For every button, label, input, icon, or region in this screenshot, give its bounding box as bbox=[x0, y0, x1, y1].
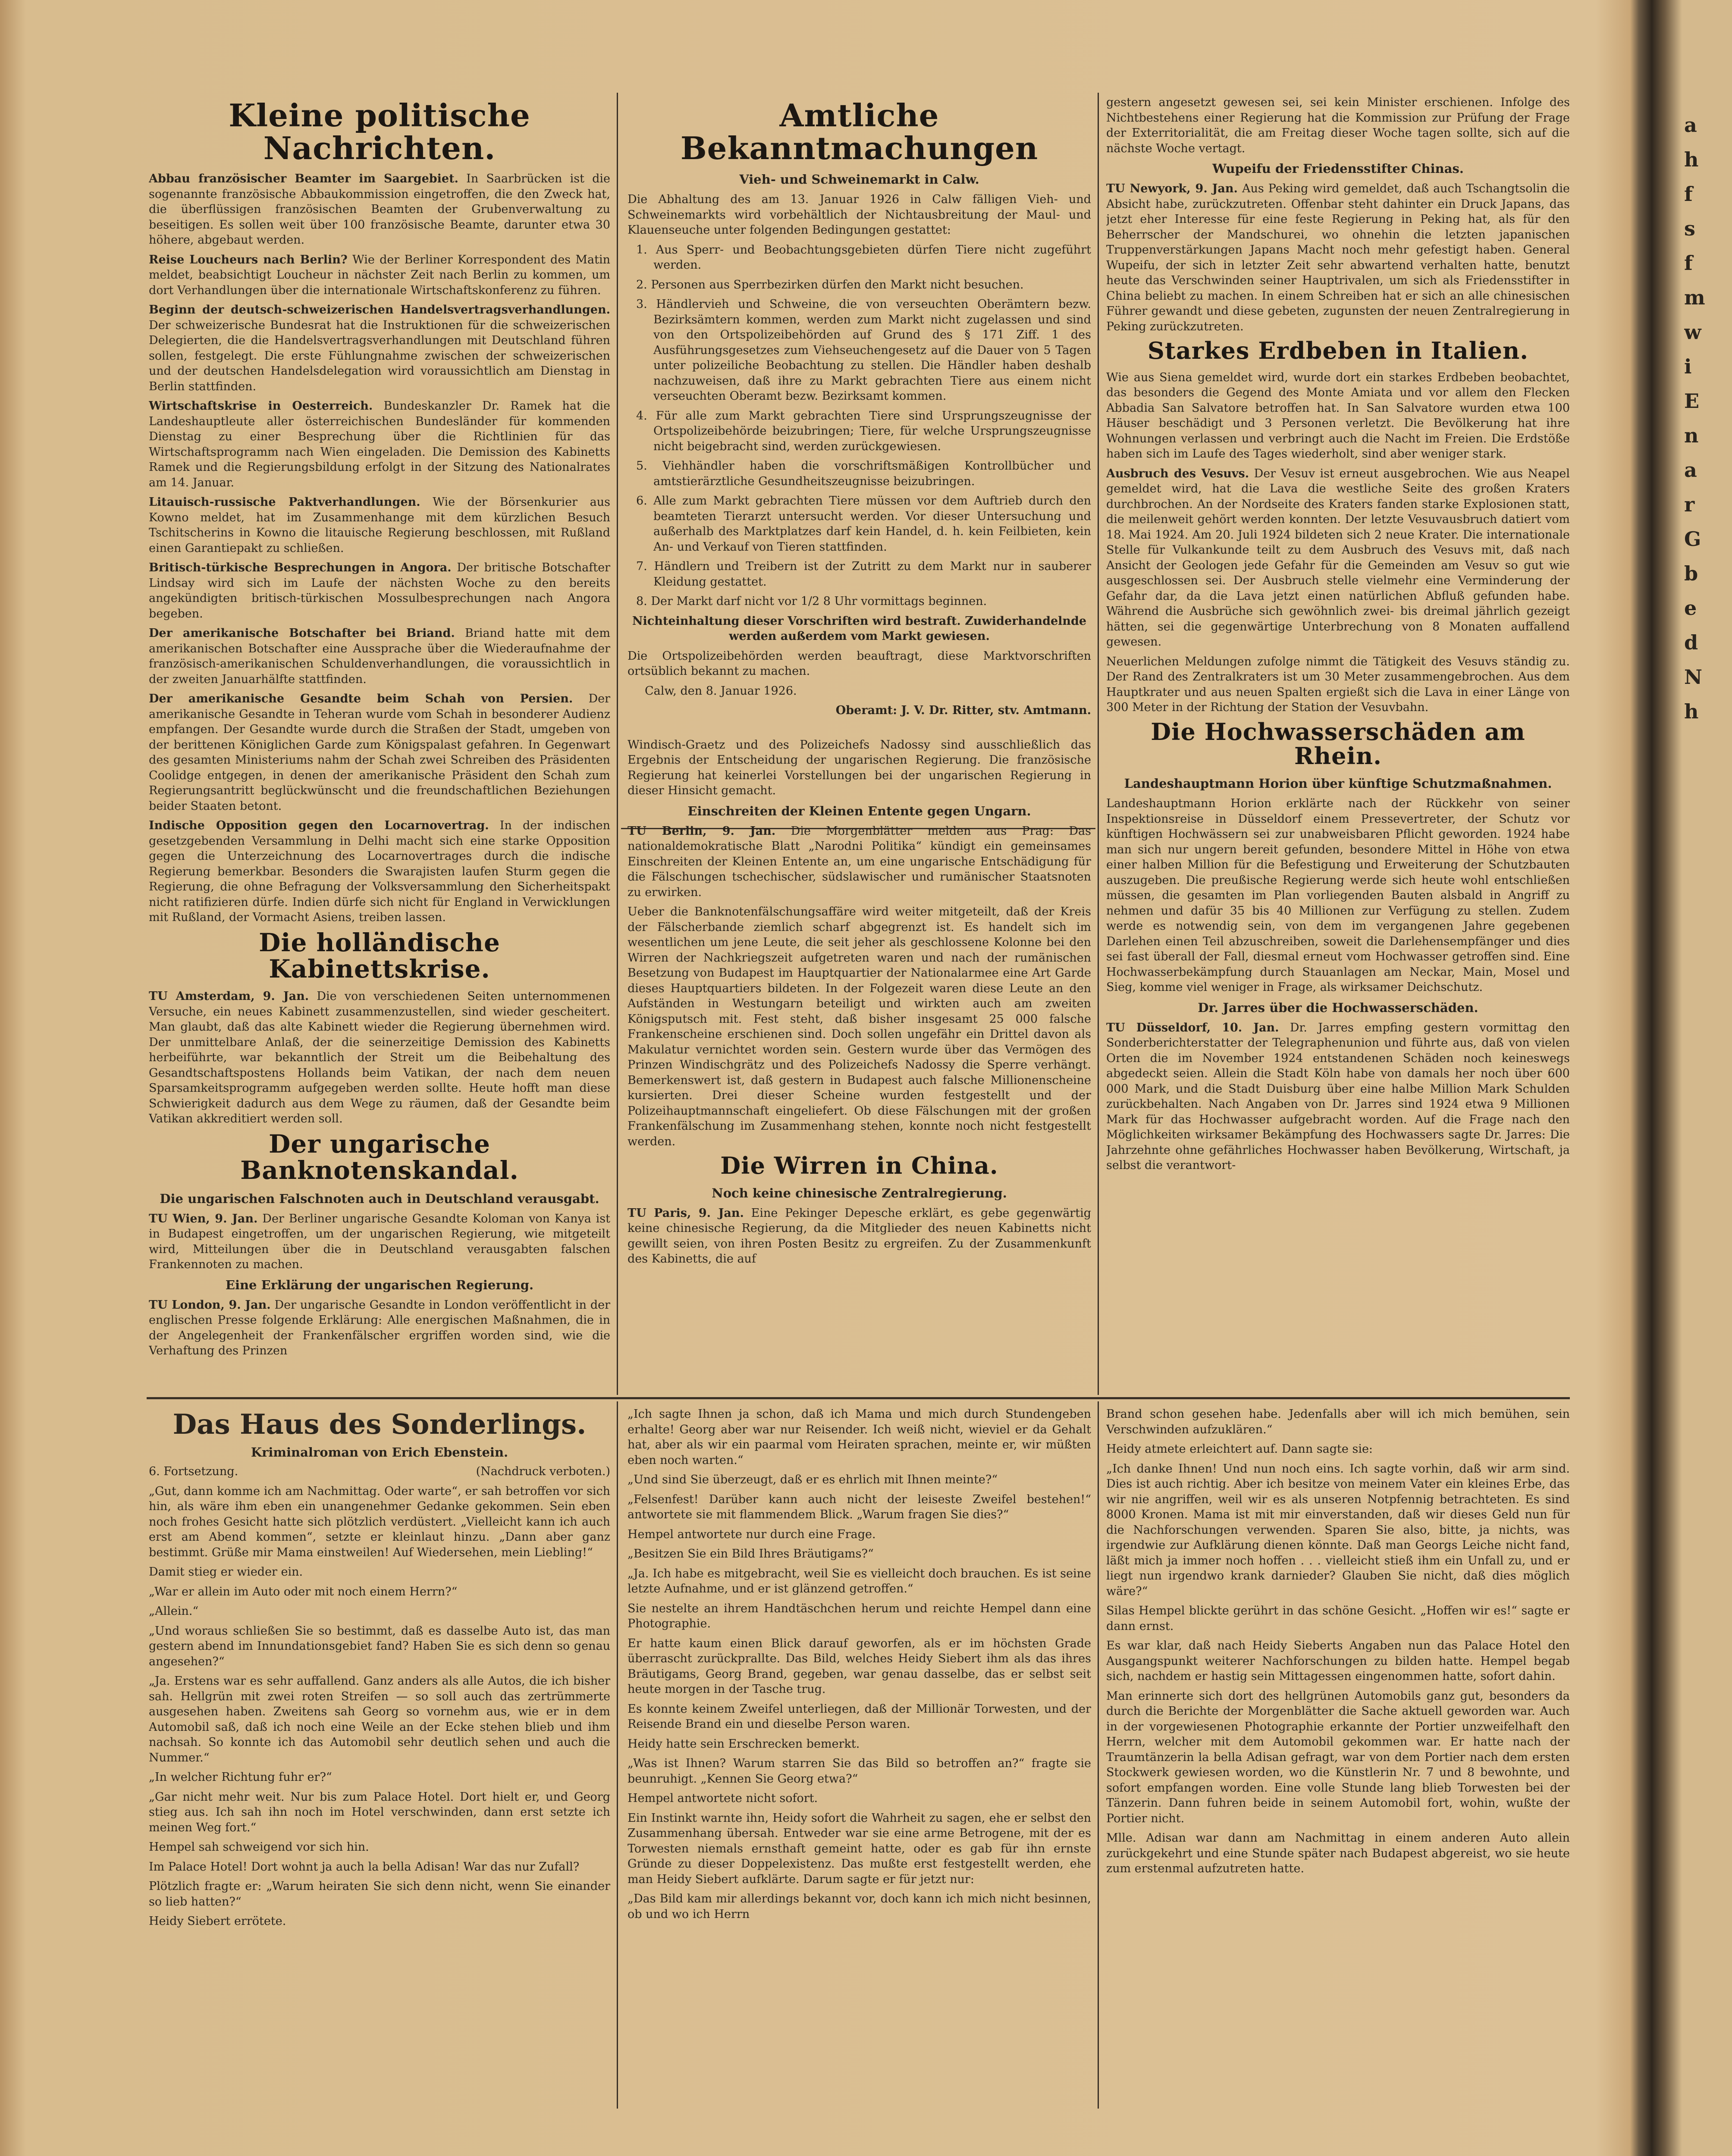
facing-page-edge bbox=[1684, 108, 1732, 2048]
article-text: Dr. Jarres empfing gestern vormittag den Sonderberichterstatter der Telegraphenunion und führte aus, daß von vielen Orten die im November 1924 entstandenen Schäden noch keineswegs abgedeckt seien. Allein die Stadt Köln habe von damals her noch über 600 000 Mark, und die Stadt Duisburg über eine halbe Million Mark Schulden zurückbehalten. Nach Angaben von Dr. Jarres sind 1924 etwa 9 Millionen Mark für das Hochwasser aufgebracht worden. Auf die Frage nach den Möglichkeiten wirksamer Bekämpfung des Hochwassers sagte Dr. Jarres: Die Jahrzehnte ohne gefährliches Hochwasser haben Bevölkerung, Wirtschaft, ja selbst die verantwort- bbox=[1106, 1021, 1570, 1172]
facing-page-letter: E bbox=[1684, 389, 1700, 413]
article-lead: TU Paris, 9. Jan. bbox=[628, 1206, 744, 1220]
news-item bbox=[149, 171, 610, 248]
novel-paragraph: „Und sind Sie überzeugt, daß er es ehrlich mit Ihnen meinte?“ bbox=[628, 1473, 998, 1486]
novel-paragraph: „In welcher Richtung fuhr er?“ bbox=[149, 1771, 332, 1784]
china-continuation: gestern angesetzt gewesen sei, sei kein Minister erschienen. Infolge des Nichtbestehens einer Regierung hat die Kommission zur Prüfung der Frage der Exterritorialität, die am Freitag dieser Woche tagen sollte, sich auf die nächste Woche vertagt. bbox=[1106, 96, 1570, 155]
article-text: Landeshauptmann Horion erklärte nach der Rückkehr von seiner Inspektionsreise in Düsseldorf einem Pressevertreter, der Schutz vor künftigen Hochwässern sei zur unabweisbaren Pflicht geworden. 1924 habe man sich nur ungern bereit gefunden, besondere Mittel in Höhe von etwa einer halben Million für die Befestigung und Erweiterung der Schutzbauten auszugeben. Die preußische Regierung werde sich heute wohl entschließen müssen, die gesamten im Plan vorliegenden Bauten alsbald in Angriff zu nehmen und dafür 35 bis 40 Millionen zur Verfügung zu stellen. Zudem werde es notwendig sein, von dem im vergangenen Jahre gegebenen Darlehen einen Teil abzuschreiben, soweit die Darlehensempfänger und dies sei fast überall der Fall, diesmal erneut vom Hochwasser getroffen sind. Eine Hochwasserbekämpfung durch Stauanlagen am Neckar, Main, Mosel und Sieg, komme viel weniger in Frage, als wirksamer Deichschutz. bbox=[1106, 797, 1570, 994]
subheading-horion: Landeshauptmann Horion über künftige Schutzmaßnahmen. bbox=[1124, 776, 1552, 791]
subheading-falschnoten: Die ungarischen Falschnoten auch in Deutschland verausgabt. bbox=[160, 1191, 599, 1206]
political-news-list bbox=[149, 171, 610, 925]
novel-paragraph: Man erinnerte sich dort des hellgrünen Automobils ganz gut, besonders da durch die Berichte der Morgenblätter die Sache aktuell geworden war. Auch in der vorgewiesenen Photographie erkannte der Portier unzweifelhaft den Herrn, welcher mit dem Automobil gekommen war. Er hatte nach der Traumtänzerin la bella Adisan gefragt, war von dem Portier nach dem ersten Stockwerk gewiesen worden, wo die Künstlerin Nr. 7 und 8 bewohnte, und sofort empfangen worden. Eine volle Stunde lang blieb Torwesten bei der Tänzerin. Dann fuhren beide in seinem Automobil fort, wohin, wußte der Portier nicht. bbox=[1106, 1689, 1570, 1825]
novel-paragraph: Damit stieg er wieder ein. bbox=[149, 1565, 303, 1579]
novel-paragraph: „Was ist Ihnen? Warum starren Sie das Bild so betroffen an?“ fragte sie beunruhigt. „Kennen Sie Georg etwa?“ bbox=[628, 1757, 1091, 1786]
market-rule: 1. Aus Sperr- und Beobachtungsgebieten dürfen Tiere nicht zugeführt werden. bbox=[636, 243, 1091, 272]
hungary-statement-article bbox=[149, 1297, 610, 1359]
facing-page-letter: s bbox=[1684, 217, 1695, 240]
article-text: In der indischen gesetzgebenden Versammlung in Delhi macht sich eine starke Opposition gegen die Unterzeichnung des Locarnovertrages durch die indische Regierung bemerkbar. Besonders die Swarajisten laufen Sturm gegen die Regierung, die ohne Befragung der Volksversammlung den Sicherheitspakt nicht ratifizieren dürfe. Indien dürfe sich nicht für England in Verwicklungen mit Rußland, der Vormacht Asiens, treiben lassen. bbox=[149, 819, 610, 924]
article-text: Wie der Börsenkurier aus Kowno meldet, hat im Zusammenhange mit dem kürzlichen Besuch Tschitscherins in Kowno die litauische Regierung beschlossen, mit Rußland einen Garantiepakt zu schließen. bbox=[149, 495, 610, 555]
novel-paragraph: Im Palace Hotel! Dort wohnt ja auch la bella Adisan! War das nur Zufall? bbox=[149, 1860, 580, 1874]
facing-page-letter: b bbox=[1684, 562, 1698, 585]
column-rule-4 bbox=[1098, 1401, 1099, 2109]
novel-text-b bbox=[628, 1407, 1091, 1922]
article-text: Aus Peking wird gemeldet, daß auch Tschangtsolin die Absicht habe, zurückzutreten. Offenbar steht dahinter ein Druck Japans, das jetzt eher Interesse für eine feste Regierung in Peking hat, als für den Beherrscher der Mandschurei, wo ohnehin die letzten japanischen Truppenverstärkungen Japans Macht noch mehr gefestigt haben. General Wupeifu, der sich in letzter Zeit sehr abwartend verhalten hatte, benutzt heute das Verschwinden seiner Hauptrivalen, um sich als Friedensstifter in China beliebt zu machen. In einem Schreiben hat er sich an alle chinesischen Führer gewandt und diese gebeten, zugunsten der neuen Zentralregierung in Peking zurückzutreten. bbox=[1106, 182, 1570, 333]
article-text: Der schweizerische Bundesrat hat die Instruktionen für die schweizerischen Delegierten, die die Handelsvertragsverhandlungen mit Deutschland führen sollen, festgelegt. Die erste Fühlungnahme zwischen der schweizerischen und der deutschen Handelsdelegation wird voraussichtlich am Dienstag in Berlin stattfinden. bbox=[149, 318, 610, 393]
subheading-entente: Einschreiten der Kleinen Entente gegen Ungarn. bbox=[687, 803, 1031, 818]
article-lead: TU Wien, 9. Jan. bbox=[149, 1212, 258, 1225]
market-rule: 7. Händlern und Treibern ist der Zutritt zu dem Markt nur in sauberer Kleidung gestattet. bbox=[636, 560, 1091, 589]
facing-page-letter: r bbox=[1684, 493, 1695, 516]
novel-paragraph: „Ich sagte Ihnen ja schon, daß ich Mama und mich durch Stundengeben erhalte! Georg aber war nur Reisender. Ich weiß nicht, wieviel er da Gehalt hat, aber als wir ein paarmal vom Heiraten sprachen, meinte er, wir müßten eben noch warten.“ bbox=[628, 1407, 1091, 1467]
headline-kleine-nachrichten: Kleine politische Nachrichten. bbox=[229, 97, 530, 166]
novel-paragraph: Silas Hempel blickte gerührt in das schöne Gesicht. „Hoffen wir es!“ sagte er dann ernst. bbox=[1106, 1604, 1570, 1633]
novel-paragraph: Mlle. Adisan war dann am Nachmittag in einem anderen Auto allein zurückgekehrt und eine Stunde später nach Budapest abgereist, wo sie heute zum erstenmal aufzutreten hatte. bbox=[1106, 1831, 1570, 1875]
news-paragraph bbox=[149, 989, 610, 1127]
news-item bbox=[149, 560, 610, 621]
novel-paragraph: Heidy Siebert errötete. bbox=[149, 1915, 286, 1928]
novel-paragraph: „Und woraus schließen Sie so bestimmt, daß es dasselbe Auto ist, das man gestern abend im Innundationsgebiet fand? Haben Sie es sich denn so genau angesehen?“ bbox=[149, 1624, 610, 1668]
article-lead: Ausbruch des Vesuvs. bbox=[1106, 467, 1249, 480]
headline-china: Die Wirren in China. bbox=[720, 1152, 998, 1180]
novel-column-b bbox=[628, 1407, 1091, 2109]
novel-paragraph: Es war klar, daß nach Heidy Sieberts Angaben nun das Palace Hotel den Ausgangspunkt weiterer Nachforschungen zu bilden hatte. Hempel begab sich, nachdem er hastig sein Mittagessen eingenommen hatte, sofort dahin. bbox=[1106, 1639, 1570, 1683]
entente-article bbox=[628, 824, 1091, 1150]
article-text: Wie aus Siena gemeldet wird, wurde dort ein starkes Erdbeben beobachtet, das besonders die Gegend des Monte Amiata und vor allem den Flecken Abbadia San Salvatore betroffen hat. In San Salvatore wurden etwa 100 Häuser beschädigt und 3 Personen verletzt. Die Bevölkerung hat ihre Wohnungen verlassen und verbringt auch die Nacht im Freien. Die Erdstöße haben sich im Laufe des Tages wiederholt, sind aber weniger stark. bbox=[1106, 370, 1570, 461]
news-item bbox=[149, 818, 610, 925]
market-rule: 5. Viehhändler haben die vorschriftsmäßigen Kontrollbücher und amtstierärztliche Gesundheitszeugnisse beizubringen. bbox=[636, 459, 1091, 488]
headline-hochwasser: Die Hochwasserschäden am Rhein. bbox=[1151, 718, 1525, 770]
article-lead: TU London, 9. Jan. bbox=[149, 1298, 271, 1312]
article-text: Der amerikanische Gesandte in Teheran wurde vom Schah in besonderer Audienz empfangen. Der Gesandte wurde durch die Straßen der Stadt, umgeben von der berittenen Königlichen Garde zum Königspalast gefahren. In Gegenwart des gesamten Ministeriums nahm der Schah zwei Schreiben des Präsidenten Coolidge entgegen, in denen der amerikanische Präsident den Schah zum Regierungsantritt beglückwünscht und die freundschaftlichen Beziehungen beider Staaten betont. bbox=[149, 692, 610, 813]
facing-page-letter: a bbox=[1684, 113, 1697, 137]
notice-signature: Oberamt: J. V. Dr. Ritter, stv. Amtmann. bbox=[835, 704, 1091, 718]
notice-publication: Die Ortspolizeibehörden werden beauftragt, diese Marktvorschriften ortsüblich bekannt zu machen. bbox=[628, 649, 1091, 678]
facing-page-letter: f bbox=[1684, 182, 1693, 206]
dutch-crisis-article bbox=[149, 989, 610, 1127]
novel-installment: 6. Fortsetzung. bbox=[149, 1465, 238, 1478]
novel-text-c bbox=[1106, 1407, 1570, 1877]
feuilleton-rule bbox=[147, 1397, 1570, 1399]
novel-installment-row bbox=[149, 1464, 610, 1479]
news-paragraph bbox=[1106, 1020, 1570, 1173]
market-rule: 2. Personen aus Sperrbezirken dürfen den Markt nicht besuchen. bbox=[636, 278, 1024, 291]
novel-column-a bbox=[149, 1407, 610, 2109]
hungary-article bbox=[149, 1211, 610, 1272]
novel-text-a bbox=[149, 1484, 610, 1929]
hungary-continuation: Windisch-Graetz und des Polizeichefs Nadossy sind ausschließlich das Ergebnis der Entscheidung der ungarischen Regierung. Die französische Regierung hat keinerlei Vorstellungen bei der ungarischen Regierung in dieser Hinsicht gemacht. bbox=[628, 738, 1091, 798]
facing-page-letter: i bbox=[1684, 355, 1692, 378]
article-lead: TU Amsterdam, 9. Jan. bbox=[149, 990, 309, 1003]
article-lead: Abbau französischer Beamter im Saargebiet. bbox=[149, 172, 458, 186]
article-text: Der Vesuv ist erneut ausgebrochen. Wie aus Neapel gemeldet wird, hat die Lava die westliche Seite des großen Kraters durchbrochen. An der Nordseite des Kraters fanden starke Explosionen statt, die meilenweit gehört werden konnten. Der letzte Vesuvausbruch datiert vom 18. Mai 1924. Am 20. Juli 1924 bildeten sich 2 neue Krater. Die internationale Stelle für Vulkankunde teilt zu dem Ausbruch des Vesuvs mit, daß nach Ansicht der Geologen jede Gefahr für die Gemeinden am Vesuv so gut wie ausgeschlossen sei. Der Ausbruch stelle vielmehr eine Verminderung der Gefahr dar, da die Lava jetzt einen natürlichen Abfluß gefunden habe. Während die Ausbrüche sich gewöhnlich zwei- bis dreimal jährlich gezeigt hätten, sei die gegenwärtige Unterbrechung von 8 Monaten auffallend gewesen. bbox=[1106, 467, 1570, 649]
article-lead: Litauisch-russische Paktverhandlungen. bbox=[149, 495, 420, 509]
facing-page-letter: N bbox=[1684, 665, 1703, 689]
facing-page-letter: a bbox=[1684, 458, 1697, 482]
article-text: Wie der Berliner Korrespondent des Matin meldet, beabsichtigt Loucheur in nächster Zeit nach Berlin zu kommen, um dort Verhandlungen über die internationale Wirtschaftskonferenz zu führen. bbox=[149, 253, 610, 297]
novel-rights: (Nachdruck verboten.) bbox=[476, 1465, 610, 1478]
headline-erdbeben: Starkes Erdbeben in Italien. bbox=[1147, 337, 1529, 364]
article-text: Ueber die Banknotenfälschungsaffäre wird weiter mitgeteilt, daß der Kreis der Fälscherbande ziemlich scharf abgegrenzt ist. Es handelt sich im wesentlichen um jene Leute, die seit jeher als geschlossene Kolonne bei den Wirren der Nachkriegszeit aufgetreten waren und nach der rumänischen Besetzung von Budapest im Hauptquartier der Nationalarmee eine Art Garde dieses Hauptquartiers bildeten. In der Folgezeit waren diese Leute an den Aufständen in Westungarn beteiligt und wirkten auch am zweiten Königsputsch mit. Fest steht, daß bisher insgesamt 25 000 falsche Frankenscheine erschienen sind. Doch sollen ungefähr ein Drittel davon als Makulatur vernichtet worden sein. Gestern wurde über das Vermögen des Prinzen Windischgrätz und des Polizeichefs Nadossy die Sperre verhängt. Bemerkenswert ist, daß gestern in Budapest auch falsche Millionenscheine kursierten. Drei dieser Scheine wurden festgestellt und der Polizeihauptmannschaft eingeliefert. Ob diese Fälschungen mit der großen Frankenfälschung im Zusammenhang stehen, konnte noch nicht festgestellt werden. bbox=[628, 905, 1091, 1148]
column-rule-3 bbox=[617, 1401, 618, 2109]
novel-paragraph: „War er allein im Auto oder mit noch einem Herrn?“ bbox=[149, 1585, 458, 1598]
news-item bbox=[149, 398, 610, 490]
news-paragraph bbox=[1106, 466, 1570, 650]
novel-column-c bbox=[1106, 1407, 1570, 2109]
novel-paragraph: Brand schon gesehen habe. Jedenfalls aber will ich mich bemühen, sein Verschwinden aufzuklären.“ bbox=[1106, 1407, 1570, 1436]
news-item bbox=[149, 252, 610, 298]
article-text: Der Berliner ungarische Gesandte Koloman von Kanya ist in Budapest eingetroffen, um der ungarischen Regierung, wie mitgeteilt wird, Mitteilungen über die in Deutschland verausgabten falschen Frankennoten zu machen. bbox=[149, 1212, 610, 1272]
news-paragraph bbox=[628, 904, 1091, 1149]
facing-page-letter: n bbox=[1684, 424, 1699, 447]
article-lead: Der amerikanische Gesandte beim Schah von Persien. bbox=[149, 692, 573, 706]
market-rule: 8. Der Markt darf nicht vor 1/2 8 Uhr vormittags beginnen. bbox=[636, 595, 987, 608]
novel-author: Kriminalroman von Erich Ebenstein. bbox=[251, 1445, 508, 1460]
article-text: Eine Pekinger Depesche erklärt, es gebe gegenwärtig keine chinesische Regierung, da die Mitglieder des neuen Kabinetts nicht gewillt seien, von ihren Posten Besitz zu ergreifen. Zu der Zusammenkunft des Kabinetts, die auf bbox=[628, 1206, 1091, 1266]
facing-page-letter: d bbox=[1684, 631, 1698, 654]
article-lead: Indische Opposition gegen den Locarnovertrag. bbox=[149, 819, 489, 833]
novel-paragraph: Er hatte kaum einen Blick darauf geworfen, als er im höchsten Grade überrascht zurückprallte. Das Bild, welches Heidy Siebert ihm als das ihres Bräutigams, Georg Brand, gegeben, war genau dasselbe, das er selbst seit heute morgen in der Tasche trug. bbox=[628, 1636, 1091, 1696]
subheading-erklaerung: Eine Erklärung der ungarischen Regierung. bbox=[225, 1277, 534, 1292]
column-3 bbox=[1106, 95, 1570, 1393]
news-item bbox=[149, 302, 610, 394]
article-lead: TU Düsseldorf, 10. Jan. bbox=[1106, 1021, 1279, 1034]
novel-paragraph: Heidy hatte sein Erschrecken bemerkt. bbox=[628, 1737, 860, 1751]
headline-banknotenskandal: Der ungarische Banknotenskandal. bbox=[240, 1129, 519, 1185]
novel-paragraph: Hempel sah schweigend vor sich hin. bbox=[149, 1840, 369, 1854]
headline-bekanntmachungen: Amtliche Bekanntmachungen bbox=[680, 97, 1039, 166]
jarres-article bbox=[1106, 1020, 1570, 1173]
news-paragraph bbox=[149, 1297, 610, 1359]
article-lead: TU Berlin, 9. Jan. bbox=[628, 824, 776, 838]
article-text: Die Morgenblätter melden aus Prag: Das nationaldemokratische Blatt „Narodni Politika“ kündigt ein gemeinsames Einschreiten der Kleinen Entente an, um eine ungarische Entschädigung für die Fälschungen tschechischer, südslawischer und rumänischer Staatsnoten zu erwirken. bbox=[628, 824, 1091, 899]
facing-page-letter: e bbox=[1684, 596, 1697, 620]
novel-paragraph: „Allein.“ bbox=[149, 1604, 199, 1618]
facing-page-letter: h bbox=[1684, 700, 1699, 723]
article-text: In Saarbrücken ist die sogenannte französische Abbaukommission eingetroffen, die den Zweck hat, die überflüssigen französischen Beamten der Grubenverwaltung zu beseitigen. Es sollen weit über 100 französische Beamte, darunter etwa 30 höhere, abgebaut werden. bbox=[149, 172, 610, 247]
article-lead: Wirtschaftskrise in Oesterreich. bbox=[149, 399, 373, 413]
column-2 bbox=[628, 95, 1091, 1393]
facing-page-letter: m bbox=[1684, 286, 1705, 309]
news-item bbox=[149, 495, 610, 556]
novel-paragraph: „Das Bild kam mir allerdings bekannt vor, doch kann ich mich nicht besinnen, ob und wo ich Herrn bbox=[628, 1892, 1091, 1921]
article-text: Briand hatte mit dem amerikanischen Botschafter eine Aussprache über die Wiederaufnahme der französisch-amerikanischen Schuldenverhandlungen, die voraussichtlich in der zweiten Januarhälfte stattfinden. bbox=[149, 627, 610, 686]
novel-paragraph: „Ja. Erstens war es sehr auffallend. Ganz anders als alle Autos, die ich bisher sah. Hellgrün mit zwei roten Streifen — so soll auch das zertrümmerte ausgesehen haben. Zweitens sah Georg so vornehm aus, wie er in dem Automobil saß, daß ich noch eine Weile an der Ecke stehen blieb und ihm nachsah. So konnte ich das Automobil sehr deutlich sehen und auch die Nummer.“ bbox=[149, 1674, 610, 1764]
news-paragraph bbox=[628, 824, 1091, 900]
article-lead: Reise Loucheurs nach Berlin? bbox=[149, 253, 348, 266]
headline-kabinettskrise: Die holländische Kabinettskrise. bbox=[259, 928, 500, 984]
column-rule-2 bbox=[1098, 93, 1099, 1395]
china-article bbox=[628, 1206, 1091, 1267]
article-text: Neuerlichen Meldungen zufolge nimmt die Tätigkeit des Vesuvs ständig zu. Der Rand des Zentralkraters ist um 30 Meter zusammengebrochen. Aus dem Hauptkrater und aus neuen Spalten ergießt sich die Lava in einer Länge von 300 Meter in der Richtung der Station der Vesuvbahn. bbox=[1106, 655, 1570, 714]
market-rule: 6. Alle zum Markt gebrachten Tiere müssen vor dem Auftrieb durch den beamteten Tierarzt untersucht werden. Vor dieser Untersuchung und außerhalb des Marktplatzes darf kein Handel, d. h. kein Feilbieten, kein An- und Verkauf von Tieren stattfinden. bbox=[636, 494, 1091, 554]
facing-page-letter: f bbox=[1684, 251, 1693, 275]
novel-paragraph: Es konnte keinem Zweifel unterliegen, daß der Millionär Torwesten, und der Reisende Brand ein und dieselbe Person waren. bbox=[628, 1702, 1091, 1731]
novel-paragraph: Plötzlich fragte er: „Warum heiraten Sie sich denn nicht, wenn Sie einander so lieb hatten?“ bbox=[149, 1880, 610, 1908]
novel-paragraph: „Besitzen Sie ein Bild Ihres Bräutigams?“ bbox=[628, 1547, 874, 1561]
news-item bbox=[149, 691, 610, 814]
novel-paragraph: Hempel antwortete nur durch eine Frage. bbox=[628, 1527, 876, 1541]
news-paragraph bbox=[1106, 796, 1570, 995]
notice-date: Calw, den 8. Januar 1926. bbox=[645, 684, 797, 698]
novel-paragraph: „Ja. Ich habe es mitgebracht, weil Sie es vielleicht doch brauchen. Es ist seine letzte Aufnahme, und er ist glänzend getroffen.“ bbox=[628, 1567, 1091, 1595]
article-lead: Britisch-türkische Besprechungen in Angora. bbox=[149, 561, 452, 575]
news-paragraph bbox=[1106, 654, 1570, 715]
subheading-jarres: Dr. Jarres über die Hochwasserschäden. bbox=[1198, 1000, 1478, 1015]
earthquake-article bbox=[1106, 370, 1570, 715]
novel-title: Das Haus des Sonderlings. bbox=[173, 1408, 587, 1441]
novel-paragraph: „Felsenfest! Darüber kann auch nicht der leiseste Zweifel bestehen!“ antwortete sie mit flammendem Blick. „Warum fragen Sie dies?“ bbox=[628, 1492, 1091, 1521]
novel-paragraph: „Gut, dann komme ich am Nachmittag. Oder warte“, er sah betroffen vor sich hin, als wäre ihm eben ein unangenehmer Gedanke gekommen. Sein eben noch frohes Gesicht hatte sich plötzlich verdüstert. „Vielleicht kann ich auch erst am Abend kommen“, setzte er kleinlaut hinzu. „Dann aber ganz bestimmt. Grüße mir Mama einstweilen! Auf Wiedersehen, mein Liebling!“ bbox=[149, 1484, 610, 1559]
market-rule: 4. Für alle zum Markt gebrachten Tiere sind Ursprungszeugnisse der Ortspolizeibehörde beizubringen; Tiere, für welche Ursprungszeugnisse nicht beigebracht sind, werden zurückgewiesen. bbox=[636, 409, 1091, 453]
wupeifu-article bbox=[1106, 181, 1570, 334]
novel-paragraph: Sie nestelte an ihrem Handtäschchen herum und reichte Hempel dann eine Photographie. bbox=[628, 1601, 1091, 1630]
news-paragraph bbox=[1106, 181, 1570, 334]
article-text: Die von verschiedenen Seiten unternommenen Versuche, ein neues Kabinett zusammenzustellen, sind wieder gescheitert. Man glaubt, daß das alte Kabinett wieder die Regierung übernehmen wird. Der unmittelbare Anlaß, der die seinerzeitige Demission des Kabinetts herbeiführte, war bekanntlich der Streit um die Beibehaltung des Gesandtschaftspostens Hollands beim Vatikan, der nach dem neuen Sparsamkeitsprogramm aufgegeben werden sollte. Heute hofft man diese Schwierigkeit dadurch aus dem Wege zu räumen, daß der Gesandte beim Vatikan akkreditiert werden soll. bbox=[149, 990, 610, 1126]
facing-page-letter: w bbox=[1684, 320, 1701, 344]
column-rule-1 bbox=[617, 93, 618, 1395]
notice-intro: Die Abhaltung des am 13. Januar 1926 in Calw fälligen Vieh- und Schweinemarkts wird vorbehältlich der Nichtausbreitung der Maul- und Klauenseuche unter folgenden Bedingungen gestattet: bbox=[628, 193, 1091, 237]
facing-page-letter: h bbox=[1684, 148, 1699, 171]
article-lead: Beginn der deutsch-schweizerischen Handelsvertragsverhandlungen. bbox=[149, 303, 610, 317]
rhine-article bbox=[1106, 796, 1570, 995]
news-paragraph bbox=[628, 1206, 1091, 1267]
news-paragraph bbox=[1106, 370, 1570, 462]
article-lead: TU Newyork, 9. Jan. bbox=[1106, 182, 1238, 195]
novel-paragraph: Heidy atmete erleichtert auf. Dann sagte sie: bbox=[1106, 1442, 1373, 1456]
article-text: Bundeskanzler Dr. Ramek hat die Landeshauptleute aller österreichischen Bundesländer für kommenden Dienstag zu einer Besprechung über die Richtlinien für das Wirtschaftsprogramm nach Wien eingeladen. Die Demission des Kabinetts Ramek und die Regierungsbildung erfolgt in der Sitzung des Nationalrates am 14. Januar. bbox=[149, 399, 610, 489]
article-text: Der britische Botschafter Lindsay wird sich im Laufe der nächsten Woche zu den bereits angekündigten britisch-türkischen Mossulbesprechungen nach Angora begeben. bbox=[149, 561, 610, 620]
subheading-viehmarkt: Vieh- und Schweinemarkt in Calw. bbox=[739, 172, 979, 187]
subheading-china: Noch keine chinesische Zentralregierung. bbox=[712, 1185, 1007, 1200]
novel-paragraph: Hempel antwortete nicht sofort. bbox=[628, 1792, 818, 1805]
column-1 bbox=[149, 95, 610, 1393]
market-rules-list bbox=[628, 242, 1091, 609]
novel-paragraph: Ein Instinkt warnte ihn, Heidy sofort die Wahrheit zu sagen, ehe er selbst den Zusammenhang übersah. Entweder war sie eine arme Betrogene, mit der es Torwesten niemals ernsthaft gemeint hatte, oder es gab für ihn ernste Gründe zu dieser Doppelexistenz. Das mußte erst festgestellt werden, ehe man Heidy Siebert aufklärte. Darum sagte er für jetzt nur: bbox=[628, 1811, 1091, 1886]
facing-page-letter: G bbox=[1684, 527, 1701, 551]
subheading-wupeifu: Wupeifu der Friedensstifter Chinas. bbox=[1212, 161, 1464, 176]
notice-penalty: Nichteinhaltung dieser Vorschriften wird bestraft. Zuwiderhandelnde werden außerdem vom Markt gewiesen. bbox=[632, 614, 1087, 643]
novel-paragraph: „Ich danke Ihnen! Und nun noch eins. Ich sagte vorhin, daß wir arm sind. Dies ist auch richtig. Aber ich besitze von meinem Vater ein kleines Erbe, das wir nie angriffen, weil wir es als unseren Notpfennig betrachteten. Es sind 8000 Kronen. Mama ist mit mir einverstanden, daß wir dieses Geld nun für die Nachforschungen verwenden. Sparen Sie also, bitte, ja nichts, was irgendwie zur Aufklärung dienen könnte. Daß man Georgs Leiche nicht fand, läßt mich ja immer noch hoffen . . . vielleicht stieß ihm ein Unfall zu, und er liegt nun irgendwo krank darnieder? Glauben Sie nicht, daß dies möglich wäre?“ bbox=[1106, 1462, 1570, 1598]
news-item bbox=[149, 626, 610, 687]
market-rule: 3. Händlervieh und Schweine, die von verseuchten Oberämtern bezw. Bezirksämtern kommen, werden zum Markt nicht zugelassen und sind von den Ortspolizeibehörden auf Grund des § 171 Ziff. 1 des Ausführungsgesetzes zum Viehseuchengesetz auf die Dauer von 5 Tagen unter polizeiliche Beobachtung zu stellen. Die Händler haben deshalb nachzuweisen, daß ihre zu Markt gebrachten Tiere aus einem nicht verseuchten Oberamt bezw. Bezirksamt kommen. bbox=[636, 298, 1091, 403]
article-text: Der ungarische Gesandte in London veröffentlicht in der englischen Presse folgende Erklärung: Alle energischen Maßnahmen, die in der Angelegenheit der Frankenfälscher ergriffen worden sind, wie die Verhaftung des Prinzen bbox=[149, 1298, 610, 1358]
news-paragraph bbox=[149, 1211, 610, 1272]
article-lead: Der amerikanische Botschafter bei Briand. bbox=[149, 627, 455, 640]
novel-paragraph: „Gar nicht mehr weit. Nur bis zum Palace Hotel. Dort hielt er, und Georg stieg aus. Ich sah ihn noch im Hotel verschwinden, dann erst setzte ich meinen Weg fort.“ bbox=[149, 1790, 610, 1834]
